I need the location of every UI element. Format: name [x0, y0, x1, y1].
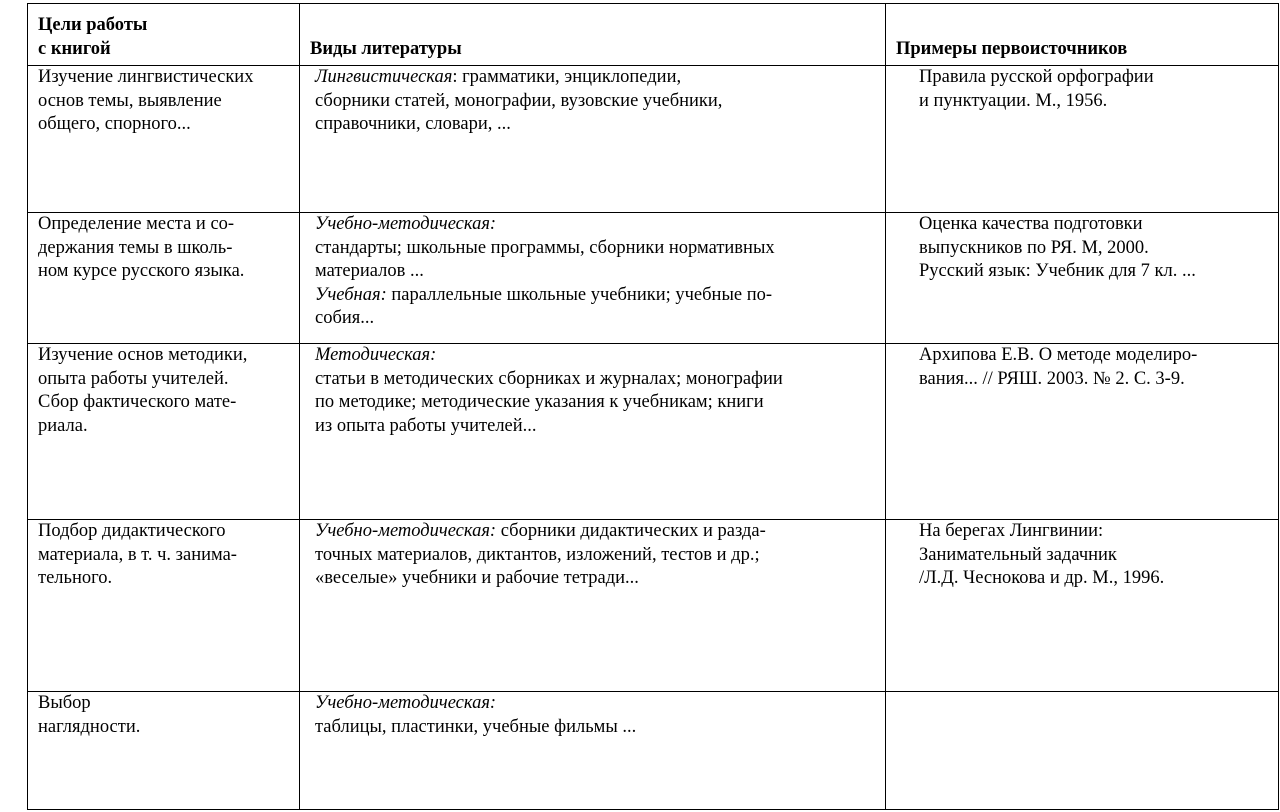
table-row [28, 692, 1279, 810]
literature-category: Лингвистическая [315, 67, 453, 87]
source-example-cell [886, 213, 1279, 344]
literature-text: таблицы, пластинки, учебные фильмы ... [315, 716, 637, 737]
source-example-cell [886, 692, 1279, 810]
source-example-line: На берегах Лингвинии: [919, 521, 1104, 541]
literature-line [315, 520, 879, 544]
goal-line: Определение места и со- [38, 214, 235, 234]
literature-category: Учебно-методическая: [315, 693, 497, 713]
goal-line: Изучение основ методики, [38, 345, 248, 365]
source-example-line: Занимательный задачник [919, 544, 1117, 565]
literature-text: стандарты; школьные программы, сборники нормативных [315, 237, 775, 258]
source-example-cell [886, 344, 1279, 520]
literature-line [315, 213, 879, 237]
source-example-line: Оценка качества подготовки [919, 214, 1143, 234]
literature-cell [300, 66, 886, 213]
literature-line [315, 716, 879, 740]
goal-line: риала. [38, 415, 88, 436]
header-goals [28, 4, 300, 66]
literature-text: статьи в методических сборниках и журналах; монографии [315, 368, 783, 389]
literature-category: Учебно-методическая: [315, 521, 497, 541]
goal-line: наглядности. [38, 716, 141, 737]
literature-category: Методическая: [315, 345, 437, 365]
literature-line [315, 415, 879, 439]
table-row [28, 520, 1279, 692]
literature-text: «веселые» учебники и рабочие тетради... [315, 568, 639, 588]
literature-text: сборники статей, монографии, вузовские учебники, [315, 90, 723, 111]
source-example-line: /Л.Д. Чеснокова и др. М., 1996. [919, 568, 1165, 588]
literature-line [315, 90, 879, 114]
literature-text: параллельные школьные учебники; учебные по- [386, 284, 773, 305]
header-text-line: Виды литературы [310, 38, 462, 59]
header-text-line: Цели работы [38, 15, 148, 35]
literature-line [315, 391, 879, 415]
goal-line: держания темы в школь- [38, 237, 233, 258]
literature-table [27, 3, 1279, 810]
literature-text: : грамматики, энциклопедии, [452, 67, 682, 87]
literature-line [315, 237, 879, 261]
literature-text: сборники дидактических и разда- [496, 521, 766, 541]
literature-cell [300, 213, 886, 344]
goal-line: Сбор фактического мате- [38, 392, 237, 412]
source-example-line: и пунктуации. М., 1956. [919, 90, 1108, 111]
goal-line: общего, спорного... [38, 114, 191, 134]
literature-text: материалов ... [315, 261, 424, 281]
source-example-cell [886, 66, 1279, 213]
table-row [28, 66, 1279, 213]
literature-line [315, 284, 879, 308]
literature-line [315, 307, 879, 331]
literature-cell [300, 344, 886, 520]
goal-cell [28, 213, 300, 344]
literature-line [315, 692, 879, 716]
goal-line: тельного. [38, 568, 113, 588]
goal-line: основ темы, выявление [38, 90, 222, 111]
header-literature-types [300, 4, 886, 66]
literature-line [315, 260, 879, 284]
source-example-cell [886, 520, 1279, 692]
literature-line [315, 544, 879, 568]
literature-line [315, 113, 879, 137]
goal-cell [28, 692, 300, 810]
literature-line [315, 368, 879, 392]
literature-text: по методике; методические указания к учебникам; книги [315, 392, 764, 412]
literature-category: Учебно-методическая: [315, 214, 497, 234]
table-row [28, 213, 1279, 344]
goal-line: Подбор дидактического [38, 521, 226, 541]
header-text-line: с книгой [38, 38, 111, 59]
source-example-line: Правила русской орфографии [919, 67, 1154, 87]
table-row [28, 344, 1279, 520]
goal-line: опыта работы учителей. [38, 368, 229, 389]
literature-line [315, 66, 879, 90]
goal-line: материала, в т. ч. занима- [38, 544, 237, 565]
goal-line: Изучение лингвистических [38, 67, 254, 87]
literature-cell [300, 520, 886, 692]
literature-text: справочники, словари, ... [315, 114, 511, 134]
literature-cell [300, 692, 886, 810]
literature-line [315, 344, 879, 368]
goal-line: Выбор [38, 693, 91, 713]
source-example-line: Архипова Е.В. О методе моделиро- [919, 345, 1198, 365]
literature-text: точных материалов, диктантов, изложений, тестов и др.; [315, 544, 760, 565]
source-example-line: выпускников по РЯ. М, 2000. [919, 237, 1149, 258]
literature-text: собия... [315, 308, 375, 328]
literature-text: из опыта работы учителей... [315, 415, 537, 436]
goal-cell [28, 66, 300, 213]
header-row [28, 4, 1279, 66]
source-example-line: вания... // РЯШ. 2003. № 2. С. 3-9. [919, 368, 1185, 389]
header-text-line: Примеры первоисточников [896, 38, 1128, 59]
literature-line [315, 567, 879, 591]
header-sources [886, 4, 1279, 66]
goal-cell [28, 344, 300, 520]
literature-category: Учебная: [315, 284, 387, 305]
goal-line: ном курсе русского языка. [38, 261, 245, 281]
goal-cell [28, 520, 300, 692]
source-example-line: Русский язык: Учебник для 7 кл. ... [919, 261, 1196, 281]
